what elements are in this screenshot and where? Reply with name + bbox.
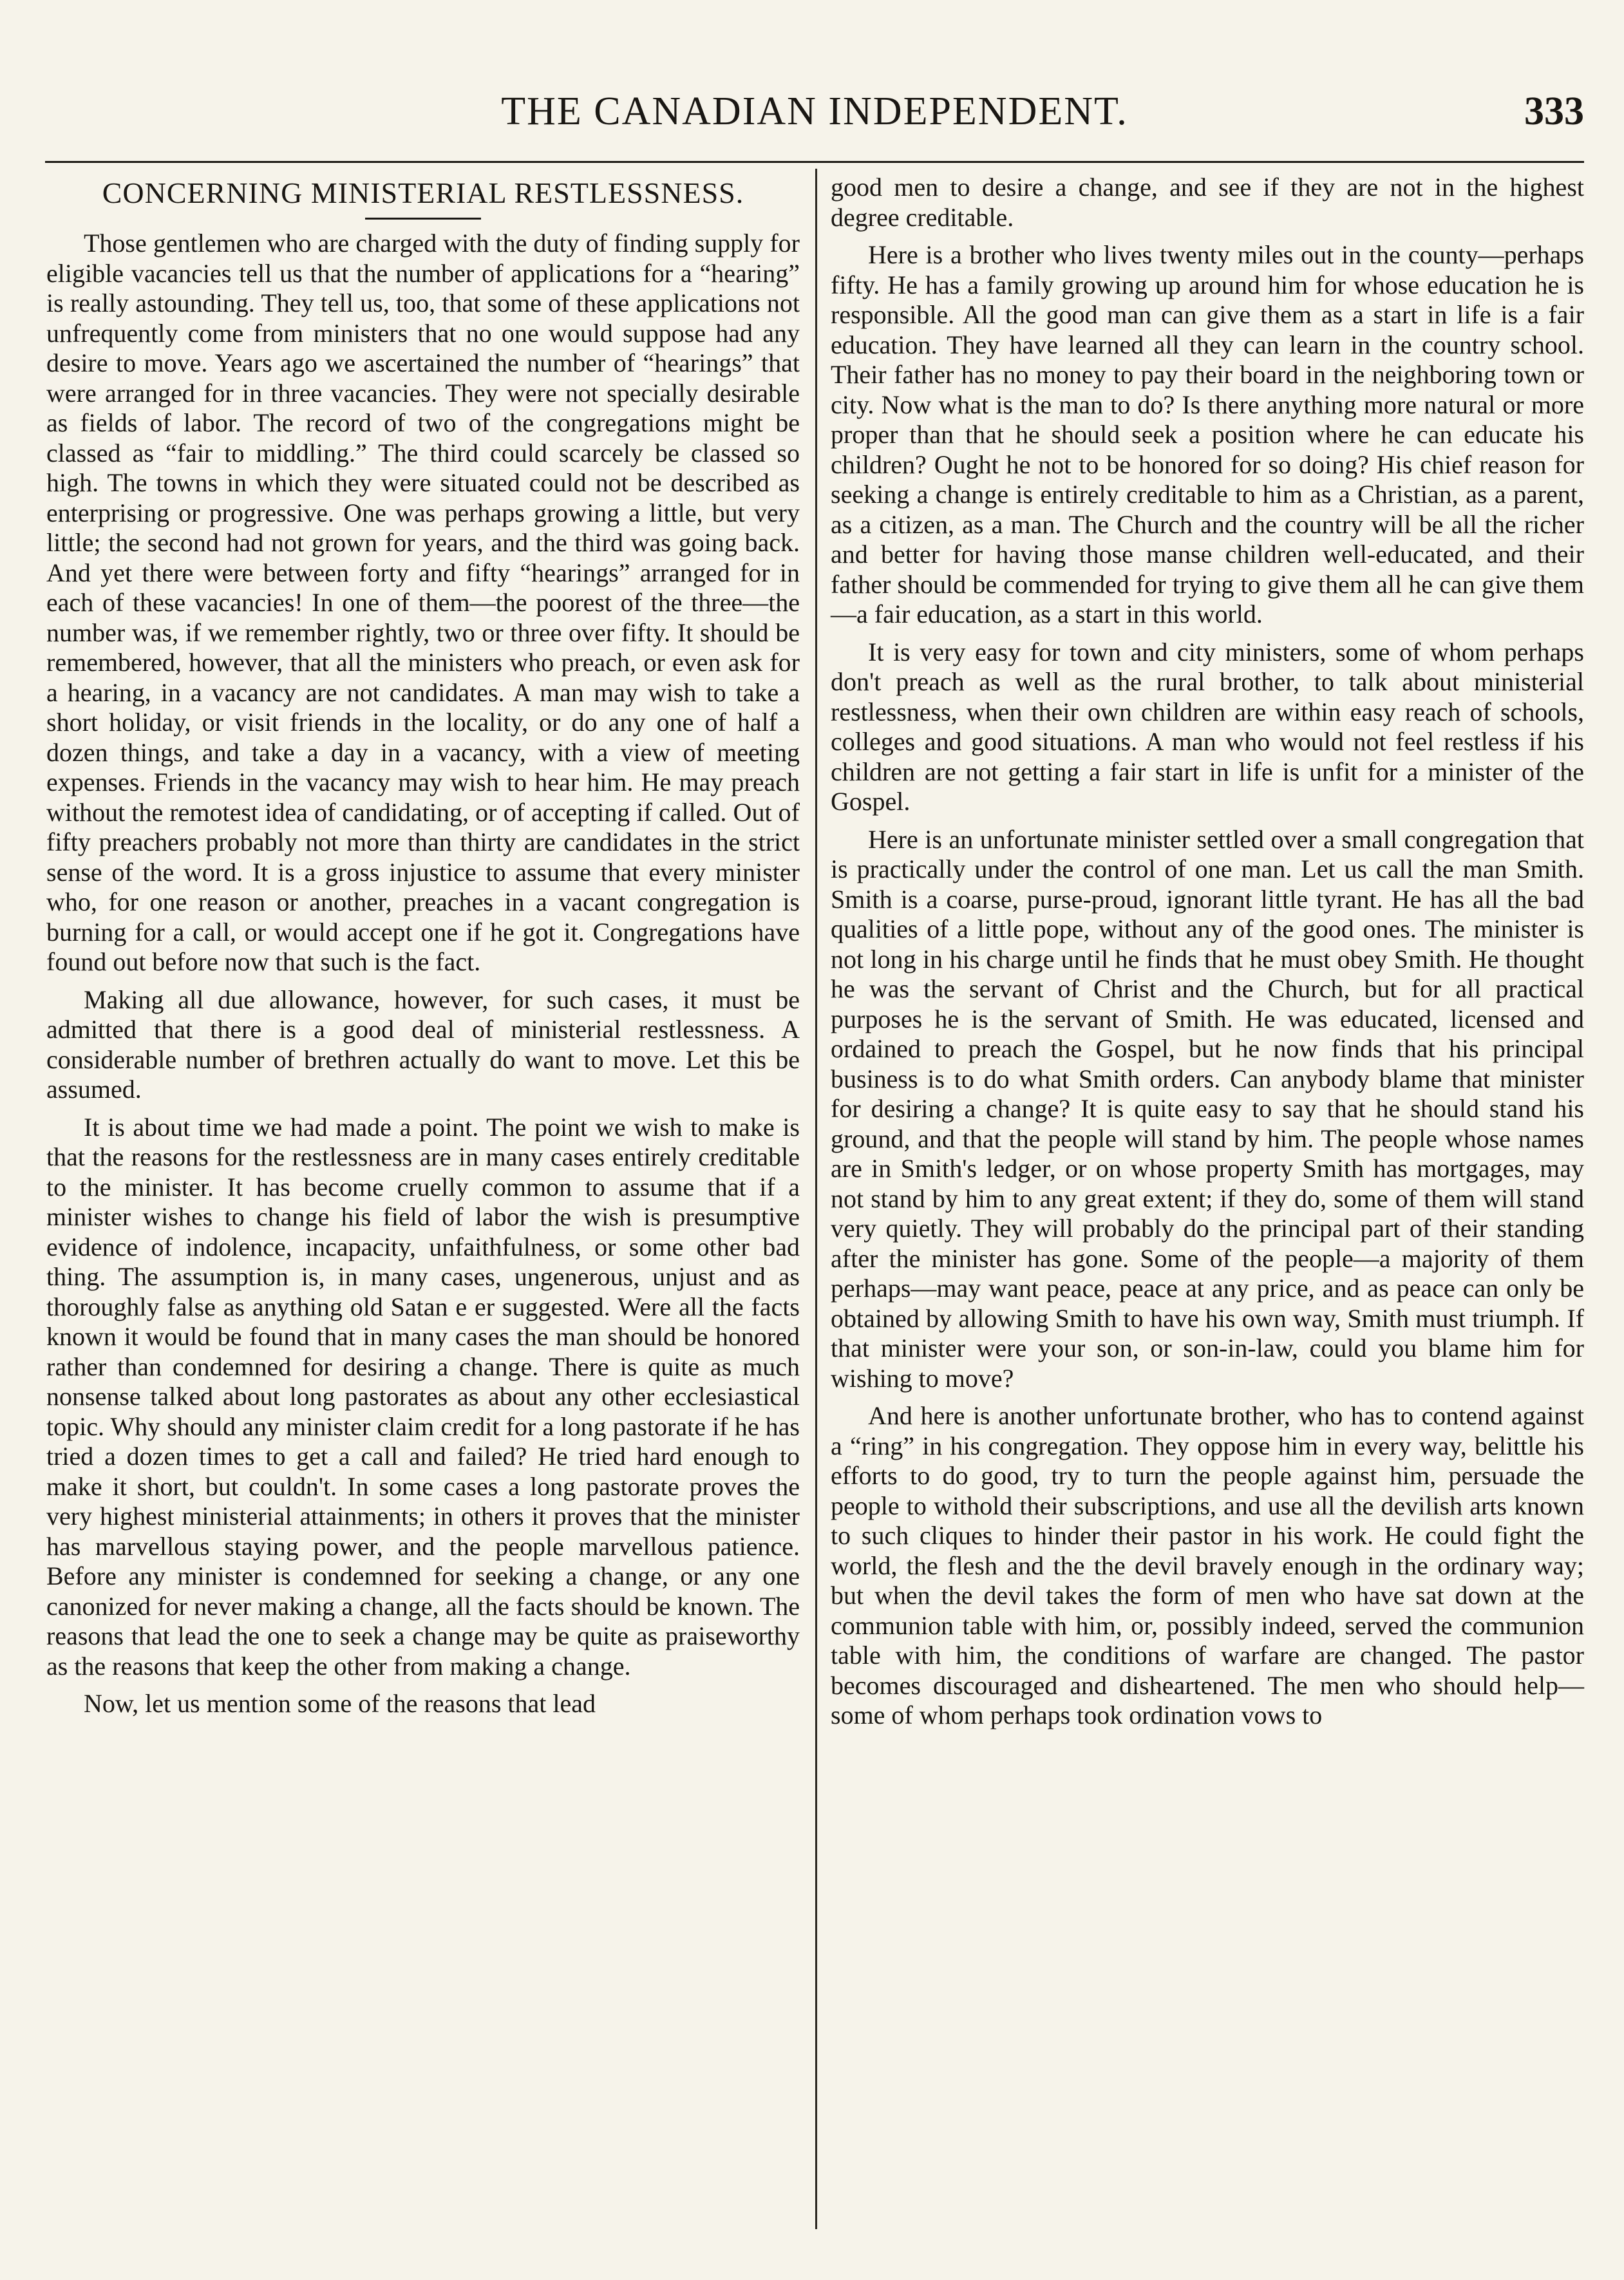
page-number: 333: [1524, 90, 1584, 133]
paragraph: Here is an unfortunate minister settled over a small congregation that is practically under the control of one man. Let us call the man Smith. Smith is a coarse, purse-proud, ignorant little tyrant. He has all the bad qualities of a little pope, without any of the good ones. The minister is not long in his charge until he finds that he must obey Smith. He thought he was the servant of Christ and the Church, but for all practical purposes he is the servant of Smith. He was educated, licensed and ordained to preach the Gospel, but he now finds that his principal business is to do what Smith orders. Can anybody blame that minister for desiring a change? It is quite easy to say that he should stand his ground, and that the people will stand by him. The people whose names are in Smith's ledger, or on whose property Smith has mortgages, may not stand by him to any great extent; if they do, some of them will stand very quietly. They will probably do the principal part of their standing after the minister has gone. Some of the people—a majority of them perhaps—may want peace, peace at any price, and as peace can only be obtained by allowing Smith to have his own way, Smith must triumph. If that minister were your son, or son-in-law, could you blame him for wishing to move?: [831, 824, 1584, 1393]
paragraph: And here is another unfortunate brother, who has to contend against a “ring” in his congregation. They oppose him in every way, belittle his efforts to do good, try to turn the people against him, persuade the people to withold their subscriptions, and use all the devilish arts known to such cliques to hinder their pastor in his work. He could fight the world, the flesh and the the devil bravely enough in the ordinary way; but when the devil takes the form of men who have sat down at the communion table with him, or, possibly indeed, served the communion table with him, the conditions of warfare are changed. The pastor becomes discouraged and disheartened. The men who should help—some of whom perhaps took ordination vows to: [831, 1401, 1584, 1729]
left-column: [46, 173, 800, 1727]
journal-title: THE CANADIAN INDEPENDENT.: [501, 90, 1128, 133]
article-heading: CONCERNING MINISTERIAL RESTLESSNESS.: [102, 176, 744, 209]
column-divider: [815, 169, 817, 2229]
paragraph: It is very easy for town and city ministers, some of whom perhaps don't preach as well as the rural brother, to talk about ministerial restlessness, when their own children are within easy reach of schools, colleges and good situations. A man who would not feel restless if his children are not getting a fair start in life is unfit for a minister of the Gospel.: [831, 637, 1584, 816]
header-rule: [45, 161, 1584, 163]
heading-rule: [365, 218, 481, 220]
paragraph: good men to desire a change, and see if they are not in the highest degree creditable.: [831, 173, 1584, 232]
running-header: [45, 77, 1584, 148]
paragraph: Making all due allowance, however, for such cases, it must be admitted that there is a good deal of ministerial restlessness. A considerable number of brethren actually do want to move. Let this be assumed.: [46, 985, 800, 1104]
paragraph: Now, let us mention some of the reasons that lead: [84, 1689, 596, 1718]
right-column: [831, 173, 1584, 1738]
paragraph: It is about time we had made a point. The point we wish to make is that the reasons for the restlessness are in many cases entirely creditable to the minister. It has become cruelly common to assume that if a minister wishes to change his field of labor the wish is presumptive evidence of indolence, incapacity, unfaithfulness, or some other bad thing. The assumption is, in many cases, ungenerous, unjust and as thoroughly false as anything old Satan e er suggested. Were all the facts known it would be found that in many cases the man should be honored rather than condemned for desiring a change. There is quite as much nonsense talked about long pastorates as about any other ecclesiastical topic. Why should any minister claim credit for a long pastorate if he has tried a dozen times to get a call and failed? He tried hard enough to make it short, but couldn't. In some cases a long pastorate proves the very highest ministerial attainments; in others it proves that the minister has marvellous staying power, and the people marvellous patience. Before any minister is condemned for seeking a change, or any one canonized for never making a change, all the facts should be known. The reasons that lead the one to seek a change may be quite as praiseworthy as the reasons that keep the other from making a change.: [46, 1112, 800, 1681]
paragraph: Here is a brother who lives twenty miles out in the county—perhaps fifty. He has a family growing up around him for whose education he is responsible. All the good man can give them as a start in life is a fair education. They have learned all they can learn in the country school. Their father has no money to pay their board in the neighboring town or city. Now what is the man to do? Is there anything more natural or more proper than that he should seek a position where he can educate his children? Ought he not to be honored for so doing? His chief reason for seeking a change is entirely creditable to him as a Christian, as a parent, as a citizen, as a man. The Church and the country will be all the richer and better for having those manse children well-educated, and their father should be commended for trying to give them all he can give them—a fair education, as a start in this world.: [831, 240, 1584, 628]
paragraph: Those gentlemen who are charged with the duty of finding supply for eligible vacancies tell us that the number of applications for a “hearing” is really astounding. They tell us, too, that some of these applications not unfrequently come from ministers that no one would suppose had any desire to move. Years ago we ascertained the number of “hearings” that were arranged for in three vacancies. They were not specially desirable as fields of labor. The record of two of the congregations might be classed as “fair to middling.” The third could scarcely be classed so high. The towns in which they were situated could not be described as enterprising or progressive. One was perhaps growing a little, but very little; the second had not grown for years, and the third was going back. And yet there were between forty and fifty “hearings” arranged for in each of these vacancies! In one of them—the poorest of the three—the number was, if we remember rightly, two or three over fifty. It should be remembered, however, that all the ministers who preach, or even ask for a hearing, in a vacancy are not candidates. A man may wish to take a short holiday, or visit friends in the locality, or do any one of half a dozen things, and take a day in a vacancy, with a view of meeting expenses. Friends in the vacancy may wish to hear him. He may preach without the remotest idea of candidating, or of accepting if called. Out of fifty preachers probably not more than thirty are candidates in the strict sense of the word. It is a gross injustice to assume that every minister who, for one reason or another, preaches in a vacant congregation is burning for a call, or would accept one if he got it. Congregations have found out before now that such is the fact.: [46, 229, 800, 976]
